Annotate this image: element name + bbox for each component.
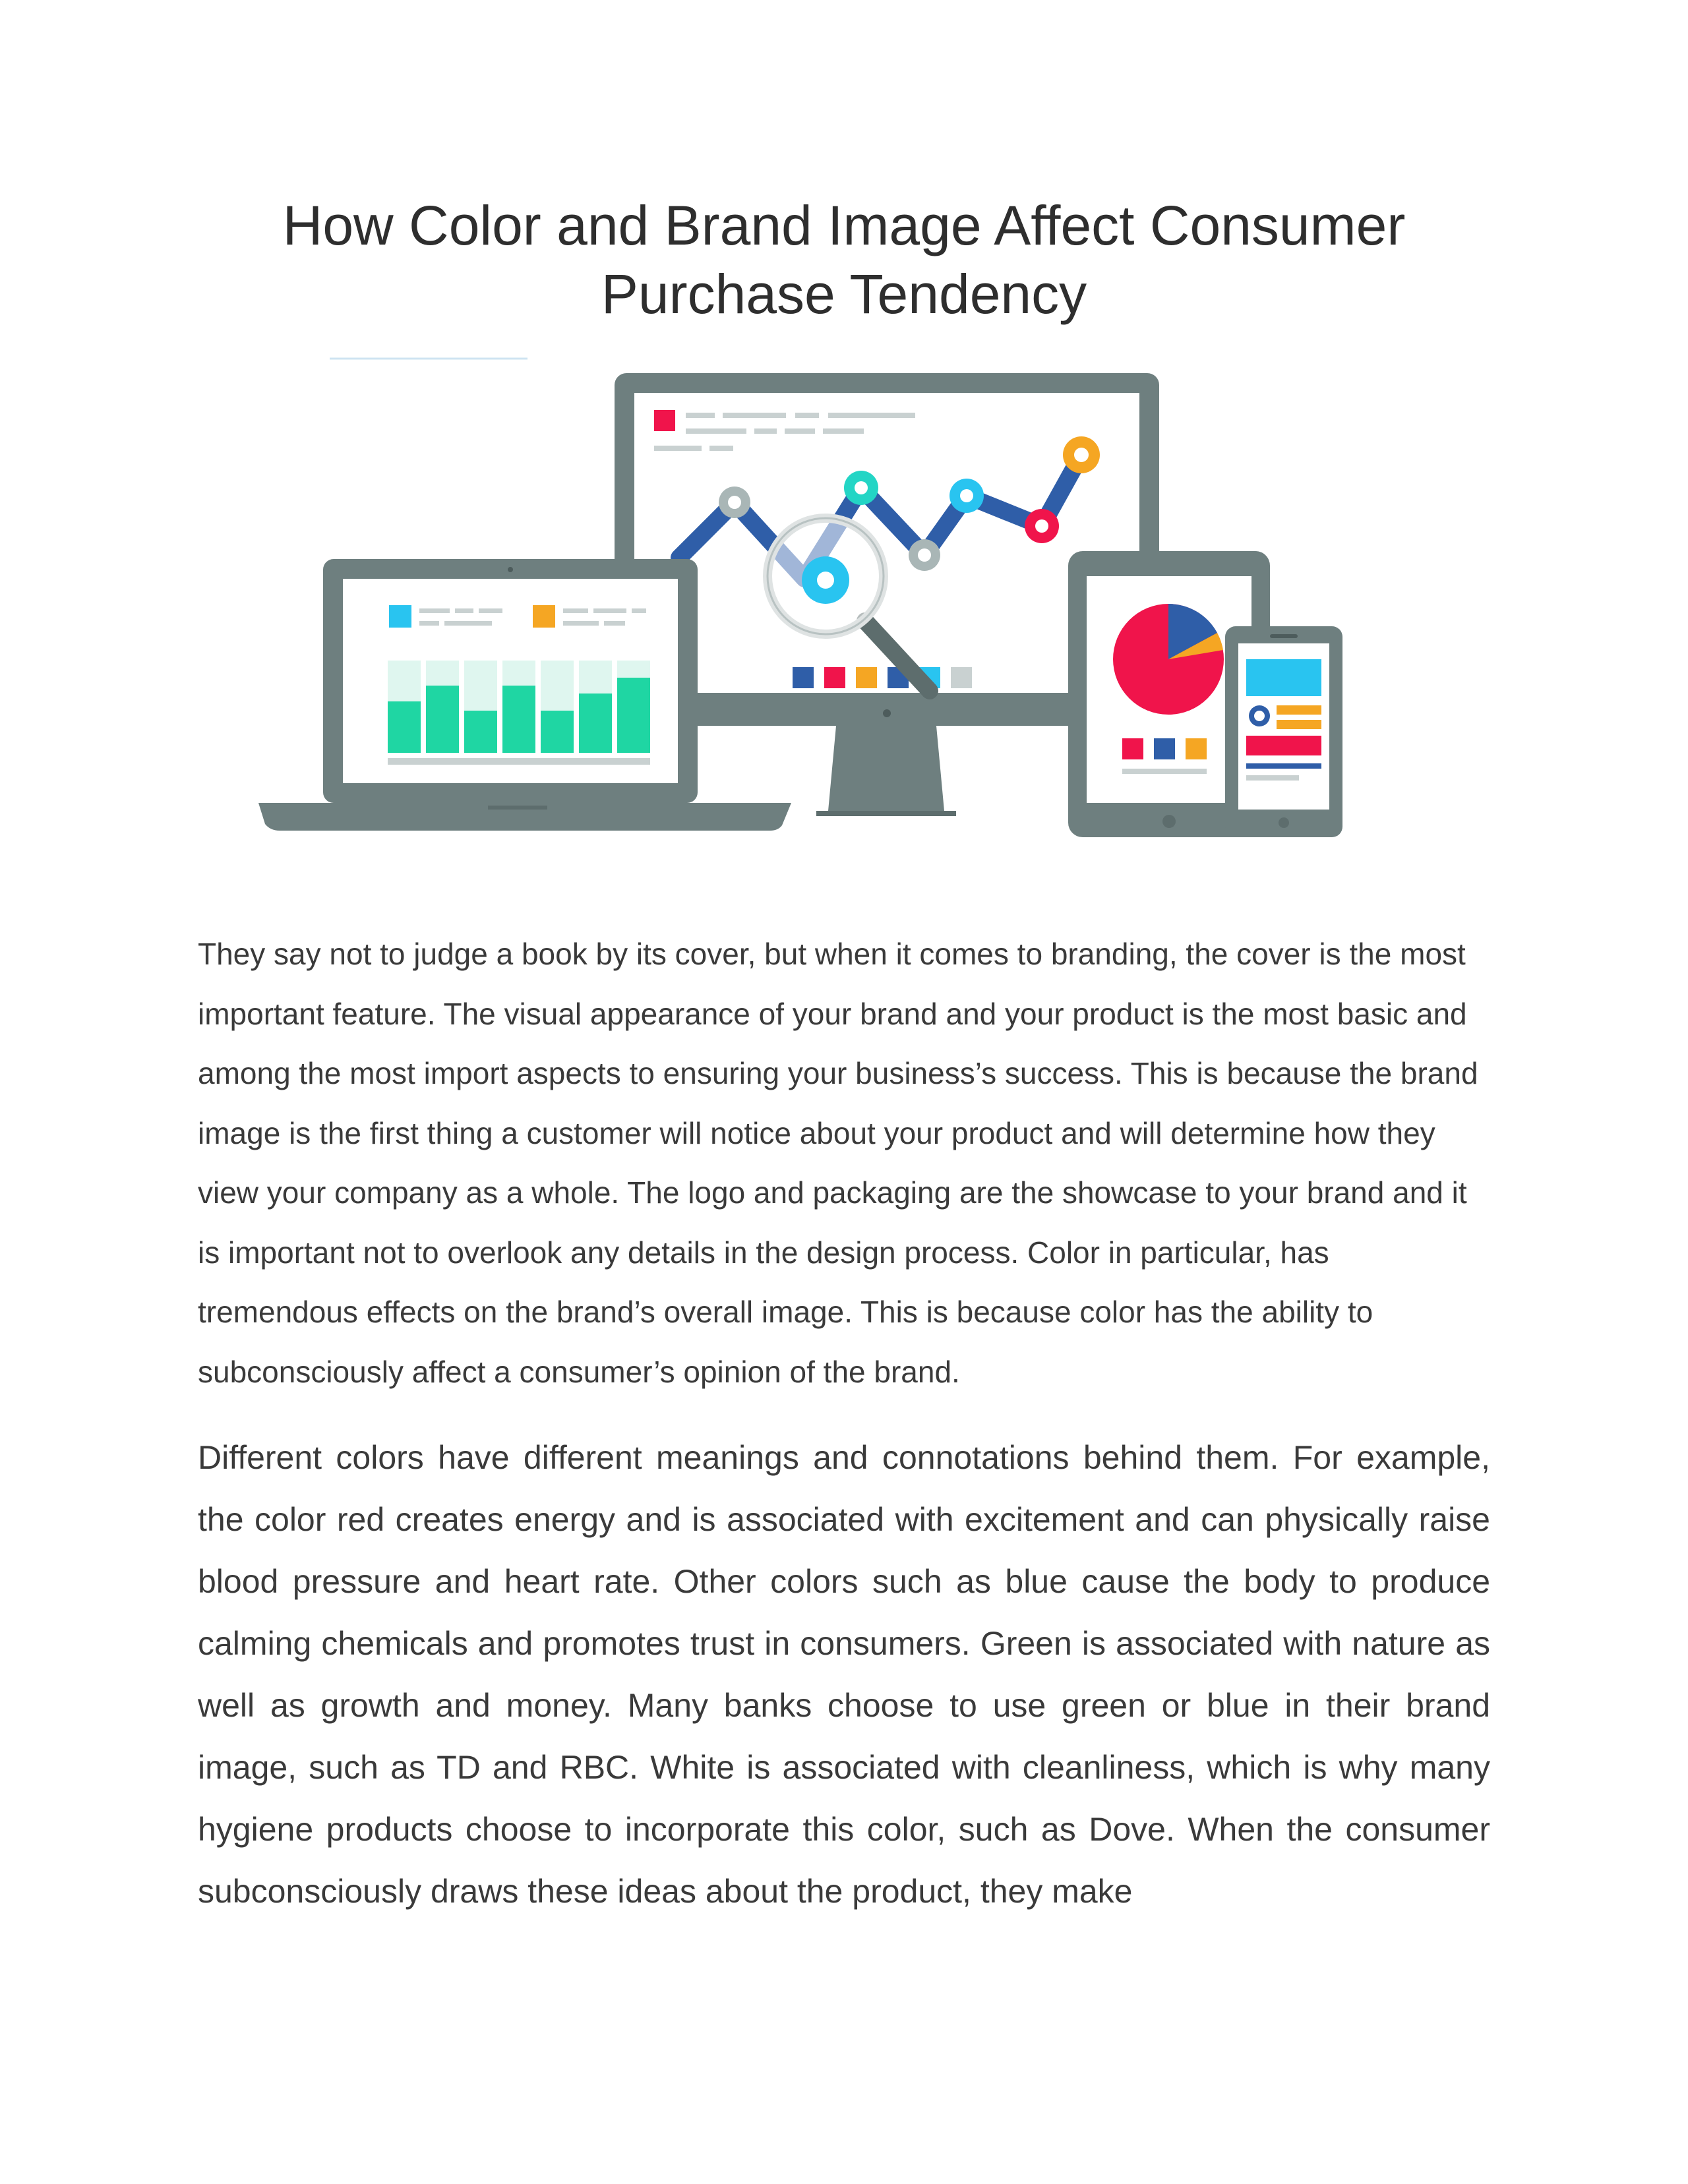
article-paragraph-2: Different colors have different meanings and connotations behind them. For example, the color red creates energy and is associated with excitement and can physically raise blood pressure and heart rate. Other colors such as blue cause the body to produce calming chemicals and promotes trust in consumers. Green is associated with nature as well as growth and money. Many banks choose to use green or blue in their brand image, such as TD and RBC. White is associated with cleanliness, which is why many hygiene products choose to incorporate this color, such as Dove. When the consumer subconsciously draws these ideas about the product, they make (198, 1439, 1490, 1910)
phone-icon (1225, 626, 1342, 837)
article-paragraph-1: They say not to judge a book by its cover, but when it comes to branding, the cover is the most important feature. The visual appearance of your brand and your product is the most basic and among the most import aspects to ensuring your business’s success. This is because the brand image is the first thing a customer will notice about your product and will determine how they view your company as a whole. The logo and packaging are the showcase to your brand and it is important not to overlook any details in the design process. Color in particular, has tremendous effects on the brand’s overall image. This is because color has the ability to subconsciously affect a consumer’s opinion of the brand. (198, 937, 1478, 1389)
article-title: How Color and Brand Image Affect Consumer Purchase Tendency (282, 194, 1406, 325)
devices-analytics-illustration (251, 349, 1385, 850)
